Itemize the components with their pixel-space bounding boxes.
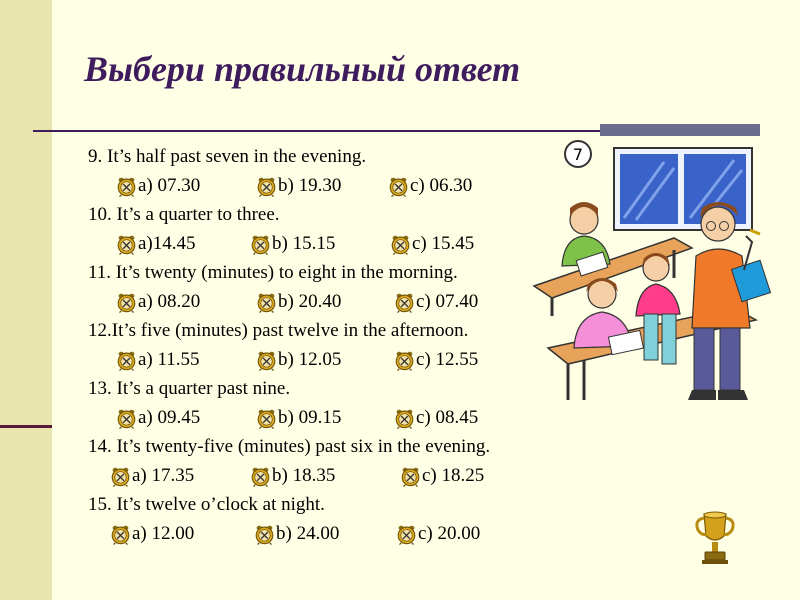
alarm-clock-icon <box>256 176 277 197</box>
alarm-clock-icon <box>116 234 137 255</box>
question-11: 11. It’s twenty (minutes) to eight in the morning. <box>88 262 458 283</box>
alarm-clock-icon <box>388 176 409 197</box>
alarm-clock-icon <box>390 234 411 255</box>
alarm-clock-icon <box>110 466 131 487</box>
left-stripe <box>0 425 52 428</box>
options-9: a) 07.30 b) 19.30 c) 06.30 <box>88 171 648 200</box>
options-14: a) 17.35 b) 18.35 c) 18.25 <box>88 461 648 490</box>
question-9: 9. It’s half past seven in the evening. <box>88 146 367 167</box>
alarm-clock-icon <box>396 524 417 545</box>
options-15: a) 12.00 b) 24.00 c) 20.00 <box>88 519 648 548</box>
options-10: a)14.45 b) 15.15 c) 15.45 <box>88 229 648 258</box>
alarm-clock-icon <box>256 350 277 371</box>
alarm-clock-icon <box>400 466 421 487</box>
options-11: a) 08.20 b) 20.40 c) 07.40 <box>88 287 648 316</box>
options-13: a) 09.45 b) 09.15 c) 08.45 <box>88 403 648 432</box>
options-12: a) 11.55 b) 12.05 c) 12.55 <box>88 345 648 374</box>
alarm-clock-icon <box>250 466 271 487</box>
left-band <box>0 0 52 600</box>
number-sign <box>565 141 591 167</box>
number-sign-label: 7 <box>572 145 584 164</box>
question-12: 12.It’s five (minutes) past twelve in the afternoon. <box>88 320 469 341</box>
question-10: 10. It’s a quarter to three. <box>88 204 280 225</box>
title-divider <box>33 130 603 132</box>
alarm-clock-icon <box>116 408 137 429</box>
alarm-clock-icon <box>394 292 415 313</box>
alarm-clock-icon <box>394 350 415 371</box>
alarm-clock-icon <box>116 176 137 197</box>
accent-bar <box>600 124 760 136</box>
alarm-clock-icon <box>116 350 137 371</box>
alarm-clock-icon <box>256 292 277 313</box>
alarm-clock-icon <box>394 408 415 429</box>
slide-title: Выбери правильный ответ <box>84 49 521 89</box>
question-14: 14. It’s twenty-five (minutes) past six in the evening. <box>88 436 491 457</box>
trophy-icon[interactable] <box>694 510 736 566</box>
alarm-clock-icon <box>110 524 131 545</box>
alarm-clock-icon <box>254 524 275 545</box>
question-13: 13. It’s a quarter past nine. <box>88 378 291 399</box>
alarm-clock-icon <box>250 234 271 255</box>
question-15: 15. It’s twelve o’clock at night. <box>88 494 325 515</box>
alarm-clock-icon <box>116 292 137 313</box>
classroom-illustration <box>524 138 800 408</box>
alarm-clock-icon <box>256 408 277 429</box>
